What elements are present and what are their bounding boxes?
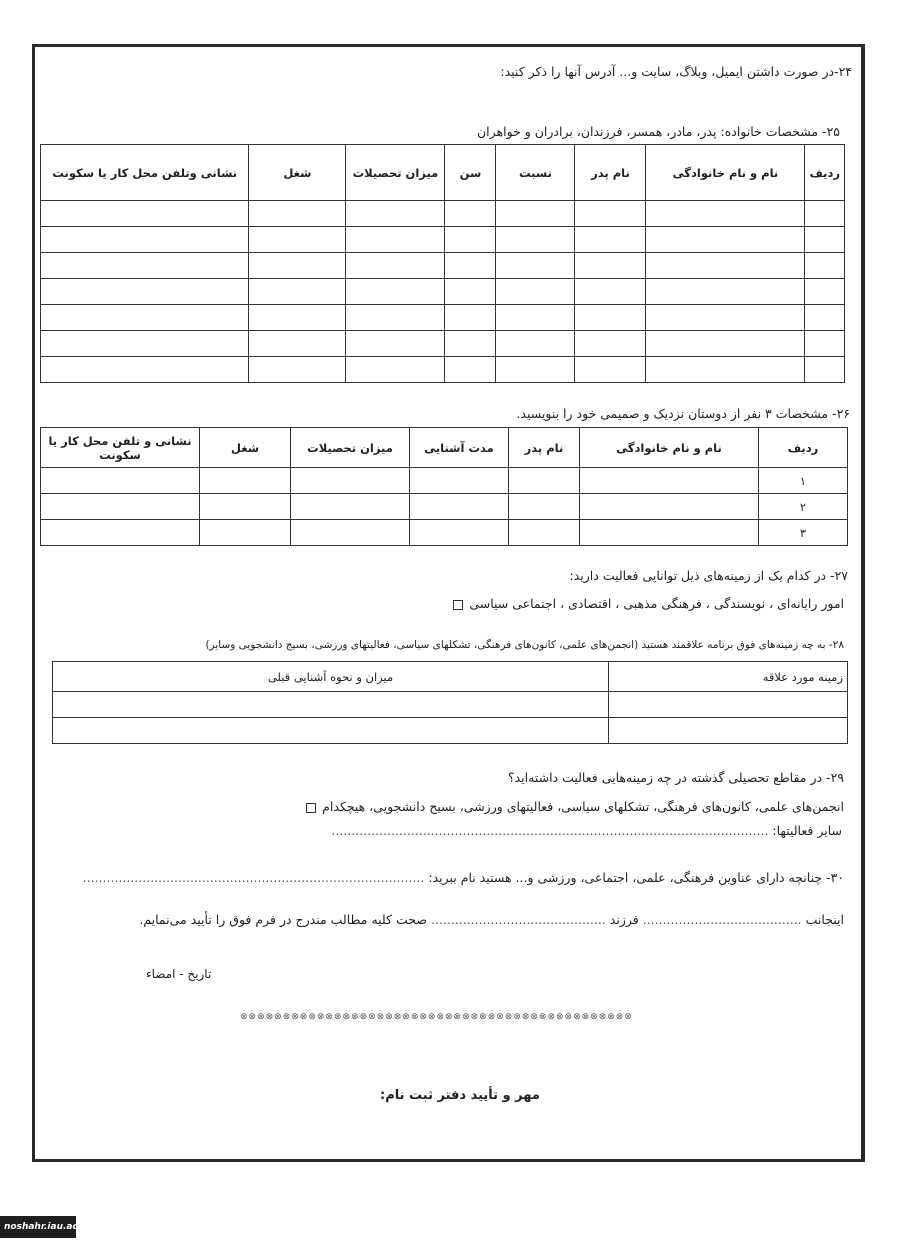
declaration-end: صحت کلیه مطالب مندرج در فرم فوق را تأیید می‌نمایم. [139, 912, 427, 927]
table-row [41, 201, 845, 227]
q29-other-label: سایر فعالیتها: [772, 823, 842, 838]
table-row [41, 227, 845, 253]
table-row [41, 305, 845, 331]
fill-line[interactable]: ...................................................................................... [82, 870, 425, 885]
col-name: نام و نام خانوادگی [646, 145, 805, 201]
col-acquaintance: مدت آشنایی [410, 428, 509, 468]
table-row [53, 718, 848, 744]
col-education: میزان تحصیلات [346, 145, 445, 201]
q25-title: ۲۵- مشخصات خانواده: پدر، مادر، همسر، فرزندان، برادران و خواهران [476, 124, 840, 139]
table-row [41, 468, 848, 494]
col-father: نام پدر [509, 428, 580, 468]
q27-options [451, 596, 844, 611]
row-number: ۱ [759, 468, 848, 494]
checkbox-icon[interactable] [453, 600, 463, 610]
q28-title: ۲۸- به چه زمینه‌های فوق برنامه علاقمند هستید (انجمن‌های علمی، کانون‌های فرهنگی، تشکلهای سیاسی، فعالیتهای ورزشی، بسیج دانشجویی وسایر) [205, 639, 844, 651]
table-row [41, 253, 845, 279]
checkbox-icon[interactable] [306, 803, 316, 813]
q26-title: ۲۶- مشخصات ۳ نفر از دوستان نزدیک و صمیمی خود را بنویسید. [516, 406, 850, 421]
q30-text [83, 870, 844, 885]
col-address: نشانی و تلفن محل کار یا سکونت [41, 428, 200, 468]
col-row: ردیف [759, 428, 848, 468]
declaration-child: فرزند [609, 912, 639, 927]
family-table [40, 144, 845, 383]
date-signature: تاریخ - امضاء [146, 967, 212, 981]
col-job: شغل [200, 428, 291, 468]
col-job: شغل [249, 145, 346, 201]
separator-line: ⊗⊗⊗⊗⊗⊗⊗⊗⊗⊗⊗⊗⊗⊗⊗⊗⊗⊗⊗⊗⊗⊗⊗⊗⊗⊗⊗⊗⊗⊗⊗⊗⊗⊗⊗⊗⊗⊗⊗⊗⊗⊗⊗⊗⊗⊗ [240, 1012, 633, 1022]
fill-line[interactable]: ........................................ [642, 912, 802, 927]
col-row: ردیف [805, 145, 845, 201]
interests-table [52, 661, 848, 744]
table-row [53, 692, 848, 718]
col-education: میزان تحصیلات [291, 428, 410, 468]
col-relation: نسبت [496, 145, 575, 201]
q24-text: ۲۴-در صورت داشتن ایمیل، وبلاگ، سایت و... آدرس آنها را ذکر کنید: [500, 64, 852, 79]
q27-title: ۲۷- در کدام یک از زمینه‌های ذیل توانایی فعالیت دارید: [569, 568, 848, 583]
col-name: نام و نام خانوادگی [580, 428, 759, 468]
table-row [41, 494, 848, 520]
fill-line[interactable]: ............................................ [430, 912, 606, 927]
col-familiarity: میزان و نحوه آشنایی قبلی [53, 662, 609, 692]
col-address: نشانی وتلفن محل کار یا سکونت [41, 145, 249, 201]
row-number: ۲ [759, 494, 848, 520]
row-number: ۳ [759, 520, 848, 546]
col-interest: زمینه مورد علاقه [609, 662, 848, 692]
q30-label: ۳۰- چنانچه دارای عناوین فرهنگی، علمی، اجتماعی، ورزشی و... هستید نام ببرید: [428, 870, 844, 885]
declaration [139, 912, 844, 927]
col-father: نام پدر [575, 145, 646, 201]
q29-options-text: انجمن‌های علمی، کانون‌های فرهنگی، تشکلهای سیاسی، فعالیتهای ورزشی، بسیج دانشجویی، هیچکدام [322, 799, 844, 814]
q27-options-text: امور رایانه‌ای ، نویسندگی ، فرهنگی مذهبی ، اقتصادی ، اجتماعی سیاسی [469, 596, 844, 611]
q29-other [331, 823, 842, 838]
declaration-start: اینجانب [805, 912, 844, 927]
col-age: سن [445, 145, 496, 201]
stamp-label: مهر و تأیید دفتر ثبت نام: [380, 1088, 540, 1103]
friends-table [40, 427, 848, 546]
site-url: noshahr.iau.ac.ir [0, 1216, 76, 1238]
table-row [41, 357, 845, 383]
q29-title: ۲۹- در مقاطع تحصیلی گذشته در چه زمینه‌هایی فعالیت داشته‌اید؟ [507, 770, 844, 785]
q29-options [304, 799, 844, 814]
table-row [41, 520, 848, 546]
table-row [41, 279, 845, 305]
fill-line[interactable]: .............................................................................................................. [331, 823, 769, 838]
table-row [41, 331, 845, 357]
